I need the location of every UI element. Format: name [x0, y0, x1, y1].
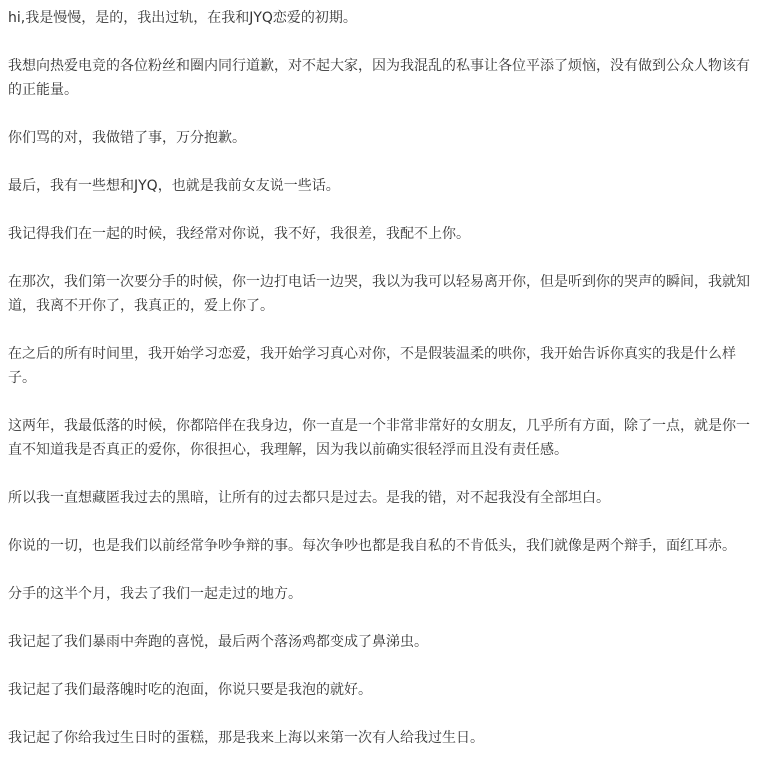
- paragraph: 你说的一切，也是我们以前经常争吵争辩的事。每次争吵也都是我自私的不肯低头，我们就像是两个辩手，面红耳赤。: [8, 538, 736, 554]
- paragraph: 分手的这半个月，我去了我们一起走过的地方。: [8, 586, 302, 602]
- paragraph: 我记起了我们暴雨中奔跑的喜悦，最后两个落汤鸡都变成了鼻涕虫。: [8, 634, 428, 650]
- paragraph: 这两年，我最低落的时候，你都陪伴在我身边，你一直是一个非常非常好的女朋友，几乎所有方面，除了一点，就是你一直不知道我是否真正的爱你，你很担心，我理解，因为我以前确实很轻浮而且没有责任感。: [8, 418, 750, 458]
- paragraph: 我记得我们在一起的时候，我经常对你说，我不好，我很差，我配不上你。: [8, 226, 470, 242]
- paragraph: 我记起了你给我过生日时的蛋糕，那是我来上海以来第一次有人给我过生日。: [8, 730, 484, 746]
- paragraph: 你们骂的对，我做错了事，万分抱歉。: [8, 130, 246, 146]
- paragraph: 在之后的所有时间里，我开始学习恋爱，我开始学习真心对你，不是假装温柔的哄你，我开始告诉你真实的我是什么样子。: [8, 346, 736, 386]
- paragraph: 最后，我有一些想和JYQ，也就是我前女友说一些话。: [8, 178, 340, 194]
- paragraph: 在那次，我们第一次要分手的时候，你一边打电话一边哭，我以为我可以轻易离开你，但是听到你的哭声的瞬间，我就知道，我离不开你了，我真正的，爱上你了。: [8, 274, 750, 314]
- paragraph: 我想向热爱电竞的各位粉丝和圈内同行道歉，对不起大家，因为我混乱的私事让各位平添了烦恼，没有做到公众人物该有的正能量。: [8, 58, 750, 98]
- paragraph: 我记起了我们最落魄时吃的泡面，你说只要是我泡的就好。: [8, 682, 372, 698]
- paragraph: 所以我一直想藏匿我过去的黑暗，让所有的过去都只是过去。是我的错，对不起我没有全部坦白。: [8, 490, 610, 506]
- paragraph: hi,我是慢慢，是的，我出过轨，在我和JYQ恋爱的初期。: [8, 10, 357, 26]
